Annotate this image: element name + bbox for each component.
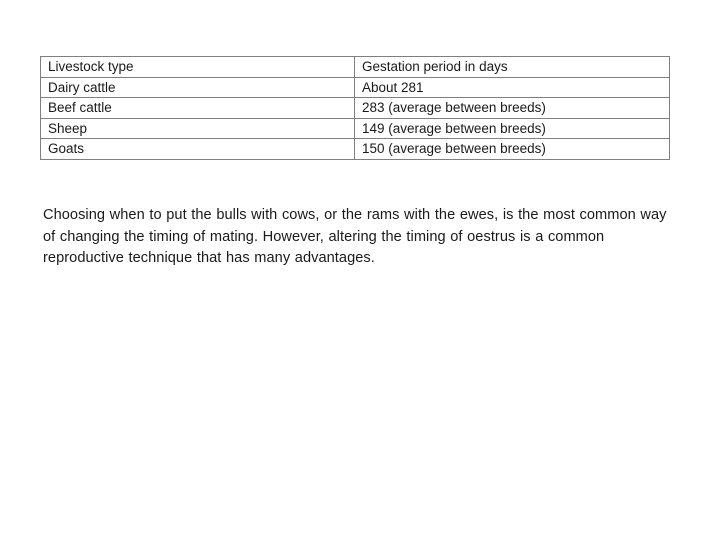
- table-row: [41, 139, 670, 160]
- body-paragraph: Choosing when to put the bulls with cows, or the rams with the ewes, is the most common way of changing the timing of mating. However, altering the timing of oestrus is a common reproductive technique that has many advantages.: [43, 207, 667, 266]
- gestation-period-cell: 150 (average between breeds): [355, 139, 670, 160]
- table-row: [41, 77, 670, 98]
- column-header-livestock-type: Livestock type: [41, 57, 355, 78]
- table-row: [41, 118, 670, 139]
- column-header-gestation-period: Gestation period in days: [355, 57, 670, 78]
- livestock-type-cell: Goats: [41, 139, 355, 160]
- livestock-type-cell: Sheep: [41, 118, 355, 139]
- table-row: [41, 98, 670, 119]
- gestation-table: [40, 56, 670, 160]
- gestation-period-cell: 283 (average between breeds): [355, 98, 670, 119]
- gestation-period-cell: About 281: [355, 77, 670, 98]
- livestock-type-cell: Dairy cattle: [41, 77, 355, 98]
- livestock-type-cell: Beef cattle: [41, 98, 355, 119]
- gestation-period-cell: 149 (average between breeds): [355, 118, 670, 139]
- table-header-row: [41, 57, 670, 78]
